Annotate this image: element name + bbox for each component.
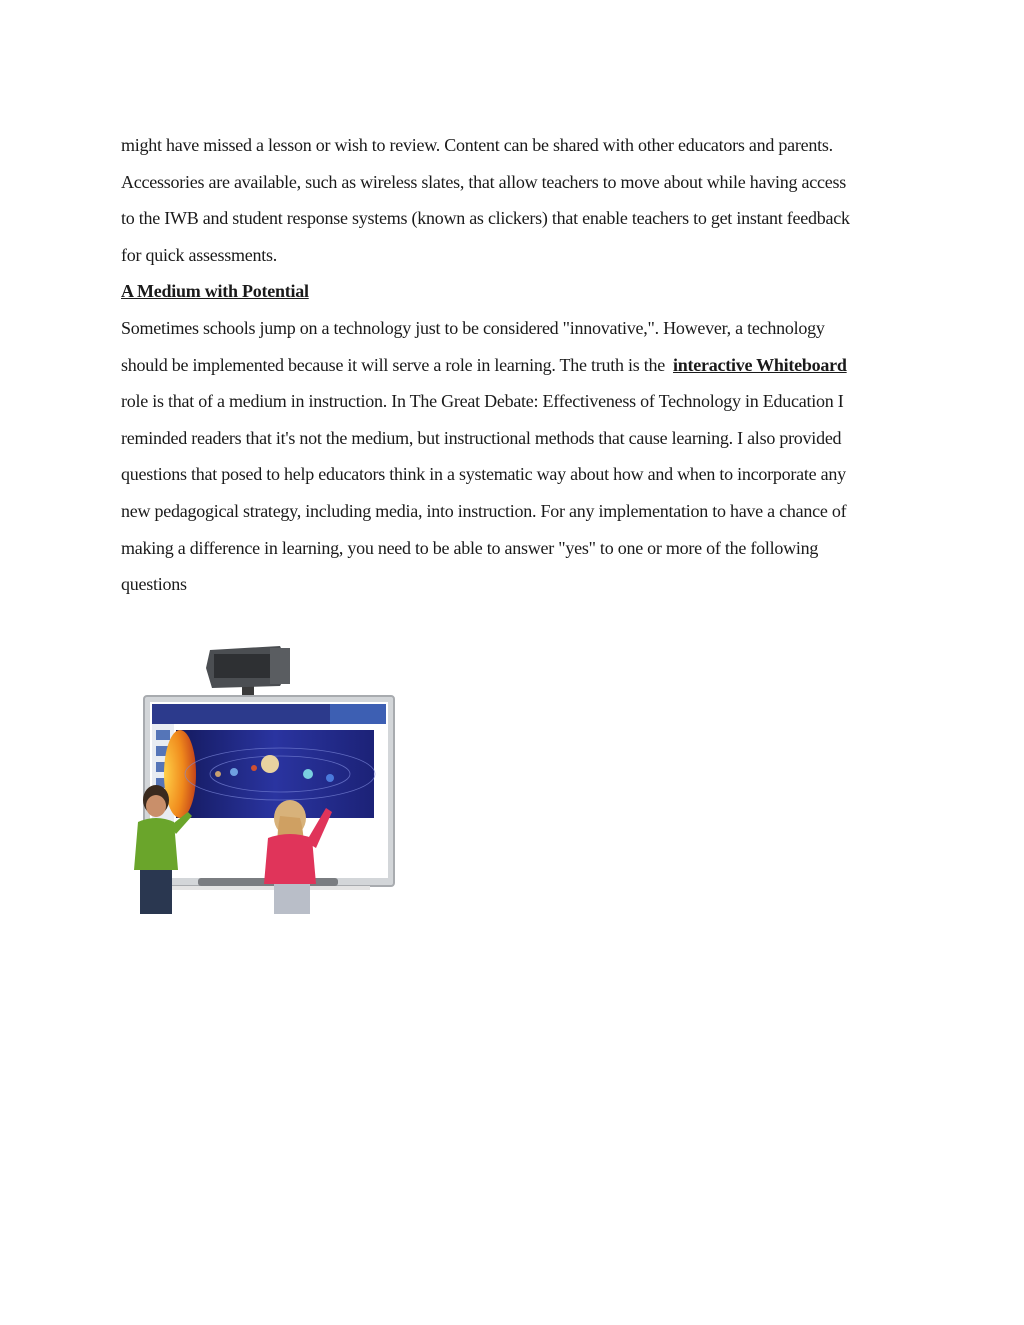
section-heading: A Medium with Potential [121, 281, 309, 302]
paragraph-line: role is that of a medium in instruction. In The Great Debate: Effectiveness of Technology in Education I [121, 391, 844, 412]
paragraph-line: new pedagogical strategy, including media, into instruction. For any implementation to have a chance of [121, 500, 847, 521]
whiteboard-illustration [130, 638, 400, 918]
projector-icon [206, 646, 290, 700]
sun-icon [164, 730, 196, 818]
body-text [121, 127, 901, 603]
paragraph-line: questions that posed to help educators think in a systematic way about how and when to incorporate any [121, 464, 846, 485]
paragraph-line: might have missed a lesson or wish to review. Content can be shared with other educators and parents. [121, 135, 833, 155]
planet-icon [261, 755, 279, 773]
whiteboard-photo [130, 638, 400, 918]
paragraph-line: for quick assessments. [121, 244, 277, 265]
paragraph-line: reminded readers that it's not the medium, but instructional methods that cause learning. I also provided [121, 427, 842, 448]
interactive-whiteboard-link[interactable]: interactive Whiteboard [673, 354, 847, 375]
paragraph-line: Sometimes schools jump on a technology just to be considered "innovative,". However, a technology [121, 317, 825, 338]
paragraph-line: questions [121, 574, 187, 595]
board-screen [176, 730, 374, 818]
paragraph-line: to the IWB and student response systems (known as clickers) that enable teachers to get instant feedback [121, 208, 850, 229]
paragraph-line: making a difference in learning, you need to be able to answer "yes" to one or more of the following [121, 537, 819, 558]
paragraph-line: Accessories are available, such as wireless slates, that allow teachers to move about while having access [121, 171, 846, 192]
paragraph-text: should be implemented because it will serve a role in learning. The truth is the [121, 354, 666, 375]
paragraph-line-with-link [121, 347, 901, 384]
